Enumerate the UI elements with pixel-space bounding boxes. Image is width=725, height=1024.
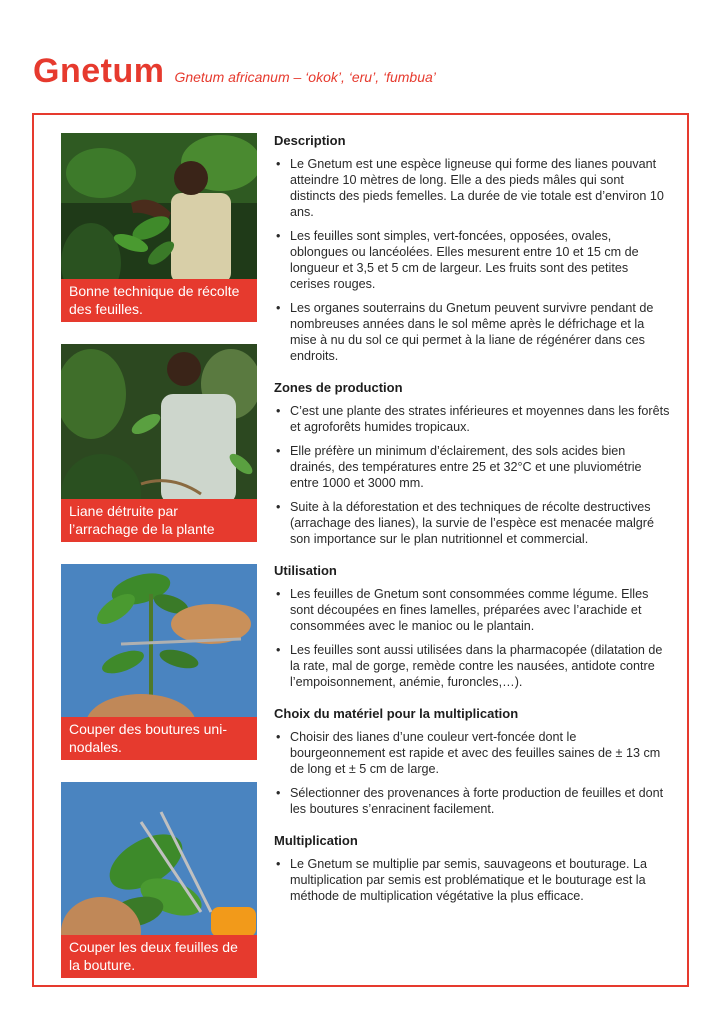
page-header: [33, 52, 436, 91]
bullet-item: • Suite à la déforestation et des techniques de récolte destructives (arrachage des lianes), la survie de l’espèce est menacée malgré son importance sur le plan nutritionnel et commercial.: [274, 499, 670, 547]
photo-caption: Bonne technique de récolte des feuilles.: [61, 279, 257, 322]
page-subtitle: Gnetum africanum – ‘okok’, ‘eru’, ‘fumbua’: [174, 69, 436, 85]
section-description: [274, 133, 670, 364]
bullet-item: • Elle préfère un minimum d’éclairement, des sols acides bien drainés, des températures entre 25 et 32°C et une pluviométrie entre 1000 et 3000 mm.: [274, 443, 670, 491]
text-content: [274, 133, 670, 920]
bullet-item: • Les organes souterrains du Gnetum peuvent survivre pendant de nombreuses années dans le sol même après le défrichage et la mise à nu du sol ce qui permet à la liane de régénérer dans ces endroits.: [274, 300, 670, 364]
section-title: Description: [274, 133, 346, 148]
section-title: Utilisation: [274, 563, 337, 578]
bullet-item: • Choisir des lianes d’une couleur vert-foncée dont le bourgeonnement est rapide et avec des feuilles saines de ± 13 cm de long et ± 5 cm de large.: [274, 729, 670, 777]
photo-destroyed-liana: [61, 344, 257, 542]
section-title: Zones de production: [274, 380, 403, 395]
photo-cuttings: [61, 564, 257, 760]
bullet-item: • C’est une plante des strates inférieures et moyennes dans les forêts et agroforêts humides tropicaux.: [274, 403, 670, 435]
bullet-item: • Les feuilles sont aussi utilisées dans la pharmacopée (dilatation de la rate, mal de gorge, remède contre les nausées, antidote contre l’empoisonnement, anémie, furoncles,…).: [274, 642, 670, 690]
bullet-item: • Les feuilles de Gnetum sont consommées comme légume. Elles sont découpées en fines lamelles, préparées avec l’arachide et consommées avec le manioc ou le plantain.: [274, 586, 670, 634]
photo-harvest: [61, 133, 257, 322]
bullet-item: • Le Gnetum se multiplie par semis, sauvageons et bouturage. La multiplication par semis est problématique et le bouturage est la méthode de multiplication végétative la plus efficace.: [274, 856, 670, 904]
page-title: Gnetum: [33, 52, 165, 90]
photo-caption: Couper des boutures uni-nodales.: [61, 717, 257, 760]
section-multiplication: [274, 833, 670, 904]
section-title: Choix du matériel pour la multiplication: [274, 706, 519, 721]
photo-cutting-leaves: [61, 782, 257, 978]
section-title: Multiplication: [274, 833, 358, 848]
section-choix: [274, 706, 670, 817]
photo-caption: Couper les deux feuilles de la bouture.: [61, 935, 257, 978]
section-utilisation: [274, 563, 670, 690]
photo-caption: Liane détruite par l’arrachage de la plante: [61, 499, 257, 542]
bullet-item: • Les feuilles sont simples, vert-foncées, opposées, ovales, oblongues ou lancéolées. Elles mesurent entre 10 et 15 cm de longueur et 3,5 et 5 cm de largeur. Les fruits sont des petites cerises rouges.: [274, 228, 670, 292]
bullet-item: • Sélectionner des provenances à forte production de feuilles et dont les boutures s’enracinent facilement.: [274, 785, 670, 817]
bullet-item: • Le Gnetum est une espèce ligneuse qui forme des lianes pouvant atteindre 10 mètres de long. Elle a des pieds mâles qui sont distincts des pieds femelles. La durée de vie totale est d’environ 10 ans.: [274, 156, 670, 220]
section-zones: [274, 380, 670, 547]
